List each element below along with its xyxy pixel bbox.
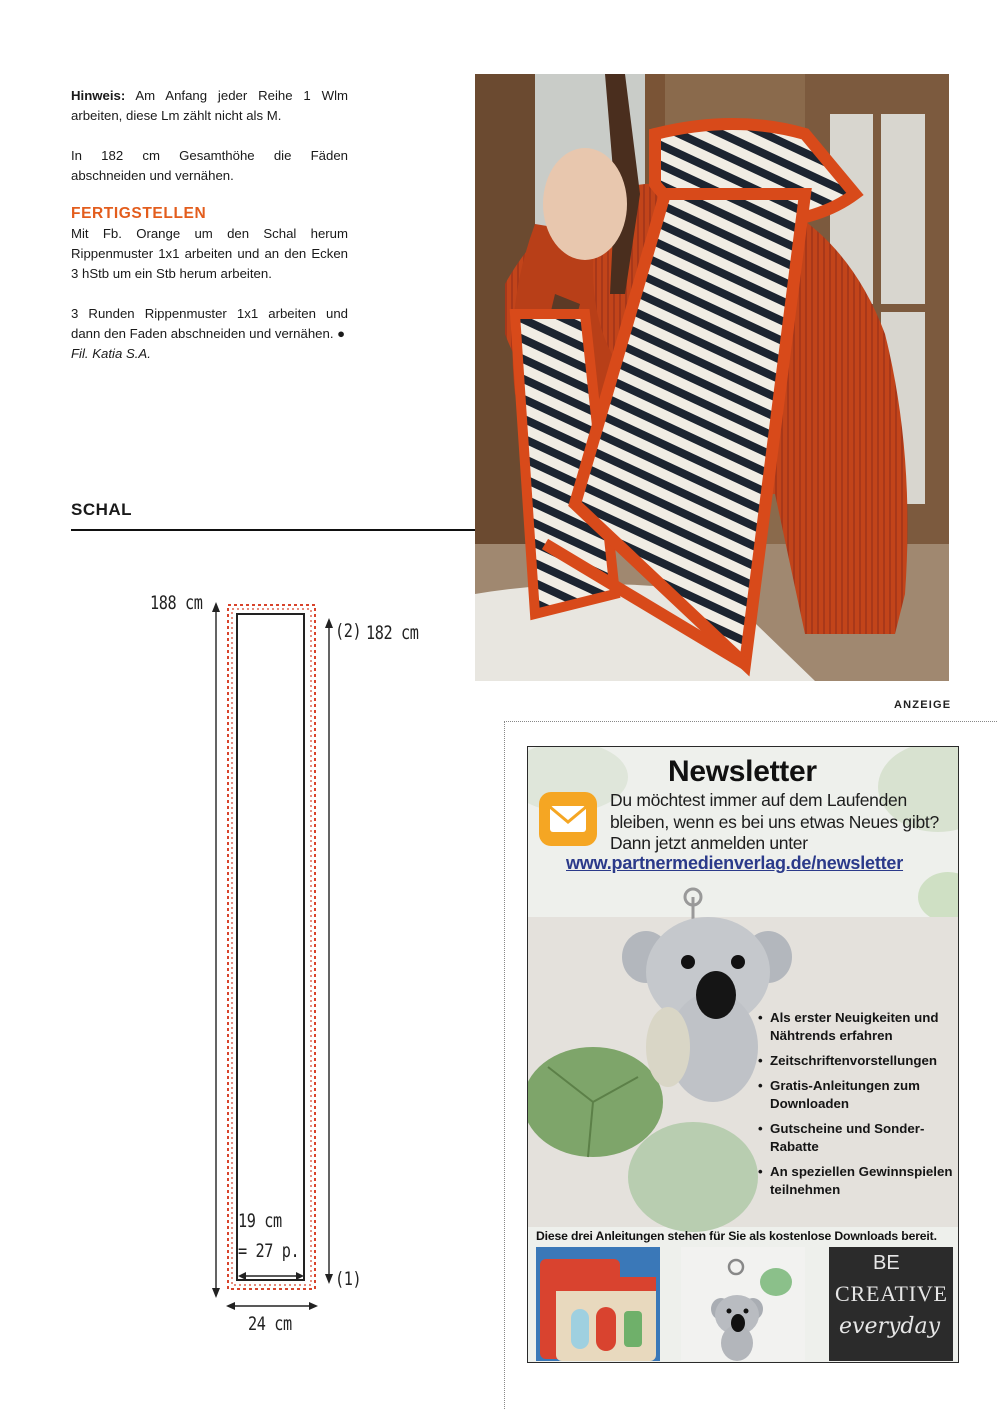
thumb3-line2: CREATIVE	[835, 1281, 947, 1306]
note-label: Hinweis:	[71, 88, 126, 103]
sewing-pouch-image	[536, 1247, 660, 1361]
list-item: • Gratis-Anleitungen zum Downloaden	[758, 1077, 958, 1113]
list-item: • Zeitschriftenvorstellungen	[758, 1052, 958, 1070]
newsletter-advert	[527, 746, 959, 1363]
rounds-paragraph: 3 Runden Rippenmuster 1x1 arbeiten und dann den Faden abschneiden und vernähen. ●	[71, 306, 348, 341]
height-arrow-182-bottom	[325, 1274, 333, 1284]
note-paragraph	[71, 86, 348, 126]
newsletter-title: Newsletter	[668, 755, 817, 788]
finish-paragraph: Mit Fb. Orange um den Schal herum Rippenmuster 1x1 arbeiten und an den Ecken 3 hStb um ein Stb herum arbeiten.	[71, 226, 348, 281]
scarf-schematic	[140, 580, 460, 1350]
scarf-photo	[475, 74, 949, 681]
lettering-image	[829, 1247, 953, 1361]
height-arrow-188-bottom	[212, 1288, 220, 1298]
label-inner-width: 19 cm	[238, 1210, 282, 1232]
list-item: • Als erster Neuigkeiten und Nähtrends erfahren	[758, 1009, 958, 1045]
label-section-height: 182 cm	[366, 622, 419, 644]
schematic-drawing	[140, 580, 460, 1350]
label-total-height: 188 cm	[150, 592, 203, 614]
schematic-title: SCHAL	[71, 500, 133, 519]
newsletter-link[interactable]: www.partnermedienverlag.de/newsletter	[566, 853, 904, 873]
download-thumb-lettering[interactable]	[829, 1247, 953, 1361]
benefits-list	[758, 1009, 958, 1206]
inner-scarf-outline	[237, 614, 304, 1280]
download-thumb-koala[interactable]	[681, 1247, 805, 1361]
label-total-width: 24 cm	[248, 1313, 292, 1335]
section-divider	[71, 529, 475, 531]
koala-keychain-image	[681, 1247, 805, 1361]
label-stitch-count: = 27 p.	[238, 1240, 300, 1262]
thumb3-line1: BE	[873, 1252, 900, 1274]
label-marker-bottom: (1)	[335, 1268, 362, 1290]
note-text: Am Anfang jeder Reihe 1 Wlm arbeiten, diese Lm zählt nicht als M.	[71, 88, 348, 123]
instructions-column	[71, 86, 348, 364]
credit: Fil. Katia S.A.	[71, 346, 151, 361]
list-item: • Gutscheine und Sonder-Rabatte	[758, 1120, 958, 1156]
newsletter-text: Du möchtest immer auf dem Laufenden bleiben, wenn es bei uns etwas Neues gibt? Dann jetzt anmelden unter	[610, 790, 939, 853]
list-item: • An speziellen Gewinnspielen teilnehmen	[758, 1163, 958, 1199]
downloads-text: Diese drei Anleitungen stehen für Sie als kostenlose Downloads bereit.	[536, 1229, 937, 1243]
cut-paragraph: In 182 cm Gesamthöhe die Fäden abschneiden und vernähen.	[71, 148, 348, 183]
label-marker-top: (2)	[335, 620, 362, 642]
mail-icon[interactable]	[538, 791, 598, 847]
model-wearing-striped-scarf-image	[475, 74, 949, 681]
advert-label: ANZEIGE	[894, 699, 952, 711]
download-thumb-sewing[interactable]	[536, 1247, 660, 1361]
height-arrow-182-top	[325, 618, 333, 628]
download-thumbnails	[536, 1247, 950, 1361]
thumb3-line3: everyday	[839, 1314, 941, 1339]
height-arrow-188-top	[212, 602, 220, 612]
finish-heading: FERTIGSTELLEN	[71, 205, 207, 222]
